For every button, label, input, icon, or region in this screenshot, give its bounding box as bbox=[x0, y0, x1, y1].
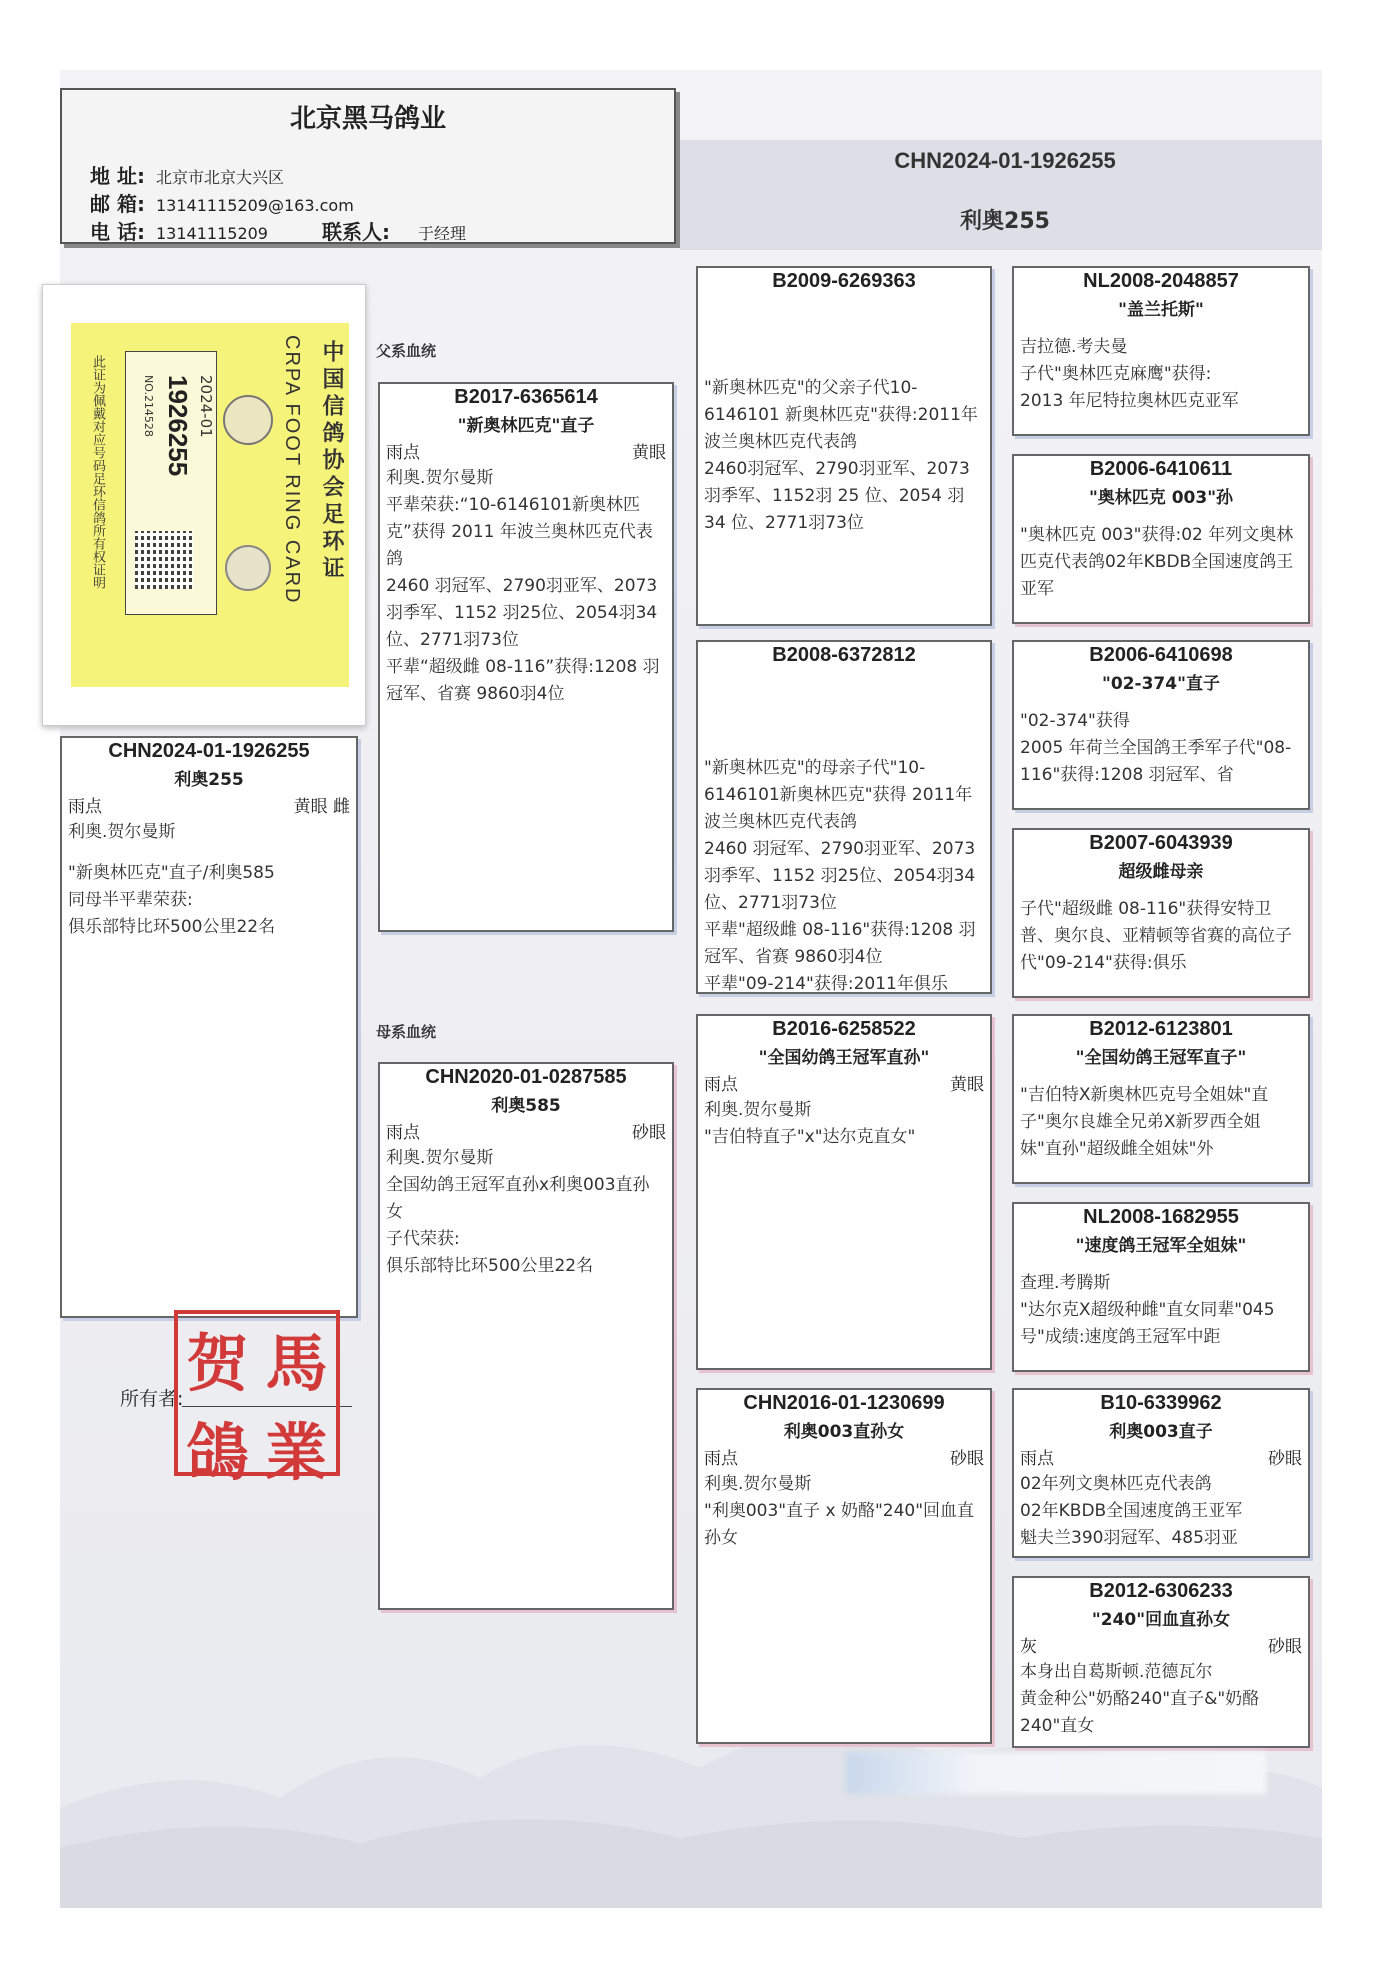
pigeon-eye: 黄眼 雌 bbox=[293, 797, 350, 817]
pigeon-note: 02年KBDB全国速度鸽王亚军 bbox=[1020, 1501, 1243, 1521]
pedigree-box-dss bbox=[1012, 1014, 1310, 1184]
pigeon-note: "新奥林匹克"的父亲子代10-6146101 新奥林匹克"获得:2011年波兰奥林匹克代表鸽 bbox=[704, 378, 978, 452]
sire-section-label: 父系血统 bbox=[376, 342, 437, 360]
pedigree-box-subject bbox=[60, 736, 358, 1318]
pigeon-note: 平辈"超级雌 08-116"获得:1208 羽冠军、省赛 9860羽4位 bbox=[704, 920, 976, 967]
pedigree-box-dds bbox=[1012, 1388, 1310, 1558]
pigeon-note: "利奥003"直子 x 奶酪"240"回血直孙女 bbox=[704, 1501, 975, 1548]
pigeon-note: 平辈荣获:“10-6146101新奥林匹克”获得 2011 年波兰奥林匹克代表鸽 bbox=[386, 495, 653, 569]
pigeon-ring-id: B10-6339962 bbox=[1100, 1392, 1222, 1414]
pigeon-note: 查理.考腾斯 bbox=[1020, 1273, 1111, 1293]
pigeon-color-eye-row bbox=[386, 438, 666, 463]
pigeon-name: "奥林匹克 003"孙 bbox=[1088, 488, 1234, 508]
subject-ring-id: CHN2024-01-1926255 bbox=[894, 148, 1116, 173]
pigeon-name: 超级雌母亲 bbox=[1118, 862, 1204, 882]
pigeon-note: 子代"奥林匹克麻鹰"获得: bbox=[1020, 364, 1212, 384]
ring-number: 1926255 bbox=[163, 375, 193, 477]
ring-card-title-en: CRPA FOOT RING CARD bbox=[281, 335, 303, 605]
seal-char: 業 bbox=[265, 1416, 328, 1489]
pedigree-box-ddd bbox=[1012, 1576, 1310, 1748]
pigeon-eye: 砂眼 bbox=[1268, 1637, 1302, 1657]
pigeon-name: "全国幼鸽王冠军直子" bbox=[1075, 1048, 1247, 1068]
pigeon-ring-id: B2006-6410611 bbox=[1089, 458, 1233, 480]
phone-value: 13141115209 bbox=[156, 224, 268, 243]
pigeon-breeder: 利奥.贺尔曼斯 bbox=[68, 822, 176, 842]
ring-serial: NO.214528 bbox=[142, 375, 155, 437]
pigeon-color: 雨点 bbox=[386, 1123, 420, 1143]
pigeon-note: 02年列文奥林匹克代表鸽 bbox=[1020, 1474, 1212, 1494]
pigeon-color-eye-row bbox=[704, 1444, 984, 1469]
pigeon-eye: 黄眼 bbox=[632, 443, 666, 463]
owner-label: 所有者: bbox=[120, 1388, 184, 1410]
pigeon-breeder: 利奥.贺尔曼斯 bbox=[704, 1474, 812, 1494]
pedigree-box-sds bbox=[1012, 640, 1310, 810]
blurred-area bbox=[846, 1752, 1266, 1794]
pigeon-color-eye-row bbox=[68, 792, 350, 817]
pigeon-note: 子代荣获: bbox=[386, 1229, 460, 1249]
pedigree-box-ssd bbox=[1012, 454, 1310, 624]
pigeon-ring-id: CHN2016-01-1230699 bbox=[743, 1392, 945, 1414]
pigeon-ring-id: B2008-6372812 bbox=[772, 644, 916, 666]
pigeon-name: 利奥585 bbox=[491, 1096, 561, 1116]
pedigree-box-sdd bbox=[1012, 828, 1310, 998]
address-row bbox=[90, 160, 284, 189]
pigeon-note: 同母半平辈荣获: bbox=[68, 890, 193, 910]
pigeon-color: 雨点 bbox=[1020, 1449, 1054, 1469]
pigeon-name: "速度鸽王冠军全姐妹" bbox=[1075, 1236, 1247, 1256]
pigeon-note: 2460 羽冠军、2790羽亚军、2073 羽季军、1152 羽25位、2054羽34位、2771羽73位 bbox=[386, 576, 663, 650]
seal-char: 鴿 bbox=[186, 1416, 249, 1489]
pigeon-note: 子代"超级雌 08-116"获得安特卫普、奥尔良、亚精顿等省赛的高位子代"09-214"获得:俱乐 bbox=[1020, 899, 1292, 973]
pigeon-note: 2460 羽冠军、2790羽亚军、2073 羽季军、1152 羽25位、2054羽34位、2771羽73位 bbox=[704, 839, 981, 913]
pigeon-breeder: 利奥.贺尔曼斯 bbox=[386, 1148, 494, 1168]
pigeon-name: "盖兰托斯" bbox=[1118, 300, 1204, 320]
pigeon-name: "新奥林匹克"直子 bbox=[457, 416, 595, 436]
pigeon-ring-id: CHN2020-01-0287585 bbox=[425, 1066, 627, 1088]
ring-card-note: 此证为佩戴对应号码足环信鸽所有权证明 bbox=[90, 355, 105, 589]
pigeon-color: 灰 bbox=[1020, 1637, 1037, 1657]
company-name: 北京黑马鸽业 bbox=[289, 104, 446, 134]
pigeon-note: "吉伯特X新奥林匹克号全姐妹"直子"奥尔良雄全兄弟X新罗西全姐妹"直孙"超级雌全姐妹"外 bbox=[1020, 1085, 1269, 1159]
pigeon-color: 雨点 bbox=[68, 797, 102, 817]
pigeon-name: "全国幼鸽王冠军直孙" bbox=[758, 1048, 930, 1068]
pigeon-name: "240"回血直孙女 bbox=[1091, 1610, 1231, 1630]
pedigree-box-dam-dam bbox=[696, 1388, 992, 1744]
pigeon-ring-id: B2012-6306233 bbox=[1089, 1580, 1233, 1602]
address-label: 地 址: bbox=[90, 164, 145, 188]
pigeon-note: 全国幼鸽王冠军直孙x利奥003直孙女 bbox=[386, 1175, 650, 1222]
seal-char: 馬 bbox=[265, 1327, 328, 1400]
pigeon-name: 利奥003直子 bbox=[1109, 1422, 1213, 1442]
pigeon-ring-id: NL2008-1682955 bbox=[1083, 1206, 1239, 1228]
pigeon-note: "新奥林匹克"直子/利奥585 bbox=[68, 863, 275, 883]
pigeon-ring-id: B2016-6258522 bbox=[772, 1018, 916, 1040]
pigeon-note: 黄金种公"奶酪240"直子&"奶酪240"直女 bbox=[1020, 1689, 1260, 1736]
contact-value: 于经理 bbox=[418, 224, 467, 243]
pigeon-color: 雨点 bbox=[386, 443, 420, 463]
pigeon-note: 2460羽冠军、2790羽亚军、2073 羽季军、1152羽 25 位、2054 羽 34 位、2771羽73位 bbox=[704, 459, 976, 533]
subject-name: 利奥255 bbox=[960, 209, 1050, 234]
pigeon-note: 吉拉德.考夫曼 bbox=[1020, 337, 1128, 357]
pedigree-box-dam bbox=[378, 1062, 674, 1610]
ring-card-title: 中国信鸽协会足环证 bbox=[319, 340, 344, 583]
pigeon-ring-id: NL2008-2048857 bbox=[1083, 270, 1239, 292]
pigeon-eye: 砂眼 bbox=[950, 1449, 984, 1469]
pigeon-color: 雨点 bbox=[704, 1075, 738, 1095]
pigeon-note: 本身出自葛斯顿.范德瓦尔 bbox=[1020, 1662, 1213, 1682]
pigeon-note: 俱乐部特比环500公里22名 bbox=[386, 1256, 594, 1276]
pigeon-name: "02-374"直子 bbox=[1102, 674, 1220, 694]
pigeon-logo-icon bbox=[223, 395, 273, 445]
pigeon-color-eye-row bbox=[1020, 1632, 1302, 1657]
email-label: 邮 箱: bbox=[90, 192, 145, 216]
foot-ring-card bbox=[42, 284, 366, 726]
pedigree-box-sire-sire bbox=[696, 266, 992, 626]
dam-section-label: 母系血统 bbox=[376, 1023, 437, 1041]
crpa-logo-icon bbox=[225, 545, 271, 591]
pigeon-note: 2005 年荷兰全国鸽王季军子代"08-116"获得:1208 羽冠军、省 bbox=[1020, 738, 1292, 785]
seal-char: 贺 bbox=[186, 1327, 249, 1400]
pigeon-note: "达尔克X超级种雌"直女同辈"045号"成绩:速度鸽王冠军中距 bbox=[1020, 1300, 1275, 1347]
pigeon-ring-id: CHN2024-01-1926255 bbox=[108, 740, 310, 762]
pigeon-name: 利奥003直孙女 bbox=[783, 1422, 905, 1442]
pigeon-eye: 砂眼 bbox=[1268, 1449, 1302, 1469]
pedigree-box-dsd bbox=[1012, 1202, 1310, 1372]
phone-row bbox=[90, 216, 466, 245]
pigeon-eye: 黄眼 bbox=[950, 1075, 984, 1095]
pigeon-note: 俱乐部特比环500公里22名 bbox=[68, 917, 276, 937]
pigeon-note: "吉伯特直子"x"达尔克直女" bbox=[704, 1127, 916, 1147]
address-value: 北京市北京大兴区 bbox=[156, 168, 285, 187]
pigeon-name: 利奥255 bbox=[174, 770, 244, 790]
pedigree-box-sire bbox=[378, 382, 674, 932]
email-row bbox=[90, 188, 354, 217]
pedigree-box-sss bbox=[1012, 266, 1310, 436]
ring-year: 2024-01 bbox=[197, 375, 215, 438]
pigeon-note: "02-374"获得 bbox=[1020, 711, 1130, 731]
red-seal-stamp bbox=[174, 1310, 340, 1489]
pigeon-ring-id: B2006-6410698 bbox=[1089, 644, 1233, 666]
email-value: 13141115209@163.com bbox=[156, 196, 354, 215]
pigeon-note: 平辈"09-214"获得:2011年俱乐 bbox=[704, 974, 948, 994]
pigeon-breeder: 利奥.贺尔曼斯 bbox=[704, 1100, 812, 1120]
pigeon-note: "奥林匹克 003"获得:02 年列文奥林匹克代表鸽02年KBDB全国速度鸽王亚军 bbox=[1020, 525, 1294, 599]
pigeon-breeder: 利奥.贺尔曼斯 bbox=[386, 468, 494, 488]
qr-code-overlay bbox=[135, 531, 193, 589]
breeder-header bbox=[60, 88, 676, 244]
pigeon-note: 2013 年尼特拉奥林匹克亚军 bbox=[1020, 391, 1239, 411]
pigeon-note: "新奥林匹克"的母亲子代"10-6146101新奥林匹克"获得 2011年波兰奥林匹克代表鸽 bbox=[704, 758, 973, 832]
pedigree-box-dam-sire bbox=[696, 1014, 992, 1370]
pigeon-ring-id: B2007-6043939 bbox=[1089, 832, 1233, 854]
pigeon-color-eye-row bbox=[1020, 1444, 1302, 1469]
contact-label: 联系人: bbox=[322, 220, 390, 244]
pigeon-eye: 砂眼 bbox=[632, 1123, 666, 1143]
pigeon-ring-id: B2012-6123801 bbox=[1089, 1018, 1233, 1040]
pigeon-color: 雨点 bbox=[704, 1449, 738, 1469]
phone-label: 电 话: bbox=[90, 220, 145, 244]
pigeon-ring-id: B2009-6269363 bbox=[772, 270, 916, 292]
pigeon-color-eye-row bbox=[704, 1070, 984, 1095]
pigeon-note: 平辈“超级雌 08-116”获得:1208 羽冠军、省赛 9860羽4位 bbox=[386, 657, 660, 704]
pigeon-note: 魁夫兰390羽冠军、485羽亚 bbox=[1020, 1528, 1238, 1548]
pigeon-color-eye-row bbox=[386, 1118, 666, 1143]
pigeon-ring-id: B2017-6365614 bbox=[454, 386, 598, 408]
pedigree-box-sire-dam bbox=[696, 640, 992, 994]
